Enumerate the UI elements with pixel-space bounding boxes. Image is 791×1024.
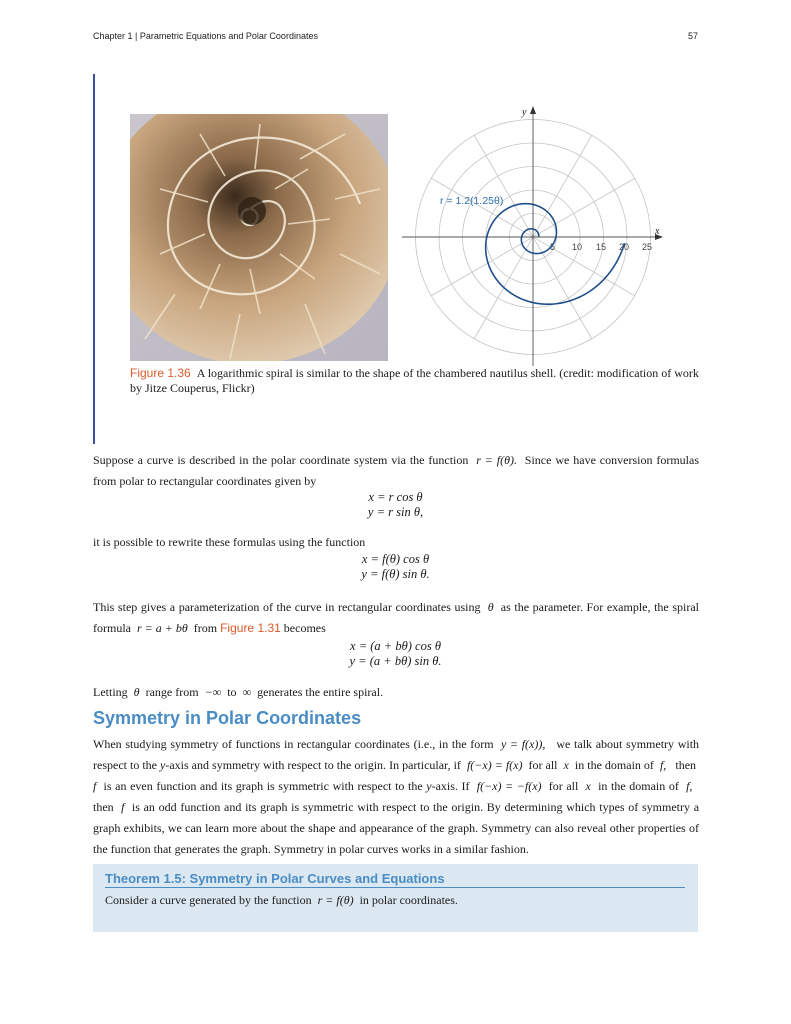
tick-label-20: 20	[619, 242, 630, 252]
equation-3	[0, 639, 791, 669]
page-number: 57	[687, 31, 698, 41]
tick-label-5: 5	[550, 242, 556, 252]
figure-caption	[130, 366, 700, 396]
equation-2	[0, 552, 791, 582]
theorem-body: Consider a curve generated by the function r = f(θ) in polar coordinates.	[105, 893, 458, 907]
figure-reference-link[interactable]: Figure 1.31	[220, 621, 281, 635]
theorem-box	[93, 864, 698, 932]
equation-1-line-2: y = r sin θ,	[367, 505, 424, 519]
spiral-curve	[486, 204, 625, 305]
section-title: Symmetry in Polar Coordinates	[93, 708, 362, 728]
nautilus-photo	[130, 114, 388, 361]
tick-label-25: 25	[642, 242, 653, 252]
equation-2-line-2: y = f(θ) sin θ.	[361, 567, 430, 581]
equation-1	[0, 490, 791, 520]
equation-1-line-1: x = r cos θ	[368, 490, 423, 504]
y-axis-label: y	[522, 107, 527, 118]
equation-3-line-1: x = (a + bθ) cos θ	[350, 639, 441, 653]
theorem-title: Theorem 1.5: Symmetry in Polar Curves and Equations	[105, 871, 685, 888]
paragraph-3: This step gives a parameterization of the curve in rectangular coordinates using θ as the parameter. For example, the spiral formula r = a + bθ from Figure 1.31 becomes	[93, 600, 699, 635]
paragraph-2: it is possible to rewrite these formulas using the function	[93, 535, 366, 549]
equation-3-line-2: y = (a + bθ) sin θ.	[349, 654, 442, 668]
tick-label-10: 10	[572, 242, 583, 252]
y-axis-arrow	[530, 106, 536, 114]
running-header-chapter: Chapter 1 | Parametric Equations and Polar Coordinates	[93, 31, 318, 41]
curve-label: r = 1.2(1.25θ)	[440, 195, 504, 207]
figure-label: Figure 1.36	[130, 366, 191, 380]
paragraph-4: Letting θ range from −∞ to ∞ generates the entire spiral.	[93, 685, 384, 699]
figure-caption-text: A logarithmic spiral is similar to the shape of the chambered nautilus shell. (credit: modification of work by Jitze Couperus, Flickr)	[130, 366, 699, 395]
tick-label-15: 15	[596, 242, 607, 252]
margin-bar	[93, 74, 95, 444]
equation-2-line-1: x = f(θ) cos θ	[361, 552, 430, 566]
paragraph-1: Suppose a curve is described in the polar coordinate system via the function r = f(θ). Since we have conversion formulas from polar to rectangular coordinates given by	[93, 453, 700, 488]
polar-spiral-graph	[400, 100, 670, 370]
x-axis-label: x	[655, 226, 660, 237]
symmetry-paragraph: When studying symmetry of functions in rectangular coordinates (i.e., in the form y = f(x)), we talk about symmetry with respect to the y-axis and symmetry with respect to the origin. In particular, if f(−x) = f(x) for all x in the domain of f, then f is an even function and its graph is symmetric with respect to the y-axis. If f(−x) = −f(x) for all x in the domain of f, then f is an odd function and its graph is symmetric with respect to the origin. By determining which types of symmetry a graph exhibits, we can learn more about the shape and appearance of the graph. Symmetry can also reveal other properties of the function that generates the graph. Symmetry in polar curves works in a similar fashion.	[93, 737, 700, 856]
